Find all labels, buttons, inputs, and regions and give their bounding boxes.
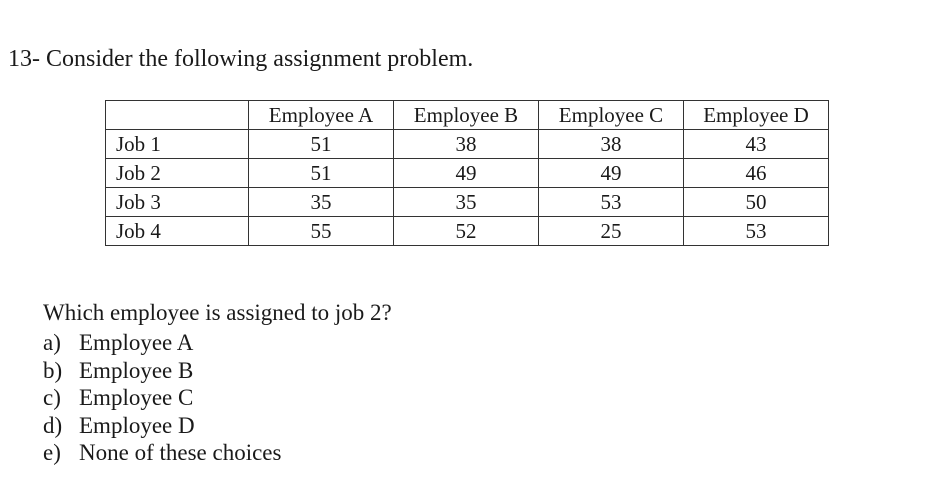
table-cell: 35	[394, 188, 539, 217]
table-row	[106, 159, 829, 188]
row-label: Job 3	[106, 188, 249, 217]
assignment-table	[105, 100, 829, 246]
table-row	[106, 217, 829, 246]
option-letter: c)	[43, 385, 61, 410]
option-text: None of these choices	[79, 440, 282, 465]
table-header-row	[106, 101, 829, 130]
answer-option[interactable]	[43, 412, 281, 440]
table-corner-cell	[106, 101, 249, 130]
option-text: Employee B	[79, 357, 194, 383]
problem-heading	[8, 44, 473, 74]
option-text: Employee C	[79, 385, 194, 410]
table-cell: 53	[539, 188, 684, 217]
answer-option[interactable]	[43, 357, 281, 385]
answer-option[interactable]	[43, 439, 281, 467]
column-header: Employee C	[539, 101, 684, 130]
column-header: Employee A	[249, 101, 394, 130]
option-text: Employee D	[79, 412, 195, 438]
answer-option[interactable]	[43, 384, 281, 412]
table-cell: 38	[539, 130, 684, 159]
question-text: Which employee is assigned to job 2?	[43, 300, 392, 325]
problem-statement: Consider the following assignment problem.	[46, 46, 474, 72]
column-header: Employee D	[684, 101, 829, 130]
option-letter: a)	[43, 330, 61, 355]
answer-option[interactable]	[43, 329, 281, 357]
table-row	[106, 130, 829, 159]
table-cell: 51	[249, 130, 394, 159]
table-cell: 38	[394, 130, 539, 159]
column-header: Employee B	[394, 101, 539, 130]
answer-options	[43, 329, 281, 467]
table-row	[106, 188, 829, 217]
table-cell: 25	[539, 217, 684, 246]
table-cell: 53	[684, 217, 829, 246]
question-number: 13-	[8, 46, 40, 72]
table-cell: 49	[539, 159, 684, 188]
table-cell: 50	[684, 188, 829, 217]
table-cell: 52	[394, 217, 539, 246]
option-letter: d)	[43, 412, 63, 438]
row-label: Job 1	[106, 130, 249, 159]
option-letter: e)	[43, 440, 61, 465]
table-cell: 51	[249, 159, 394, 188]
table-cell: 35	[249, 188, 394, 217]
table-cell: 55	[249, 217, 394, 246]
table-cell: 43	[684, 130, 829, 159]
row-label: Job 4	[106, 217, 249, 246]
table-cell: 46	[684, 159, 829, 188]
option-text: Employee A	[79, 330, 194, 355]
option-letter: b)	[43, 357, 63, 383]
row-label: Job 2	[106, 159, 249, 188]
table-cell: 49	[394, 159, 539, 188]
